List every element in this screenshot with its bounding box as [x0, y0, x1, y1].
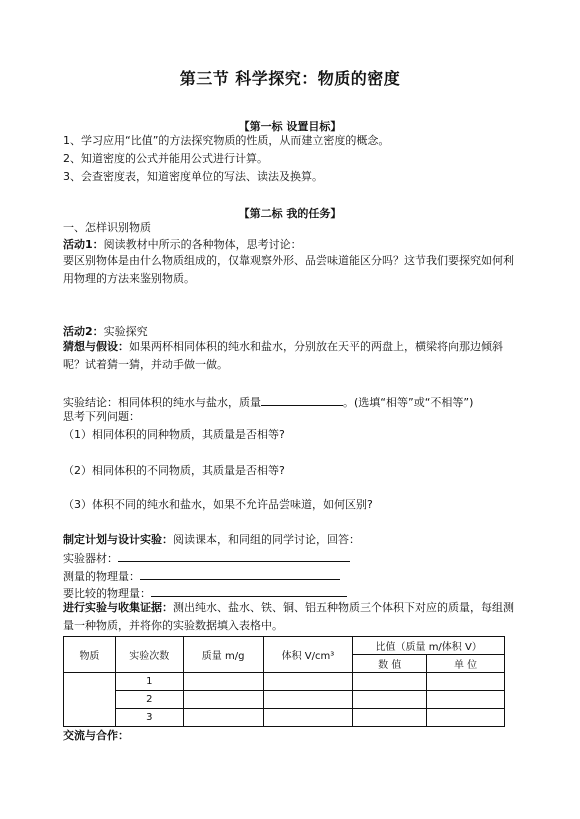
hypothesis-paragraph	[63, 338, 523, 374]
collect-label: 进行实验与收集证据：	[63, 601, 173, 614]
subheading-identify: 一、怎样识别物质	[63, 221, 151, 234]
activity2-label: 活动2：	[63, 325, 104, 338]
ratio-value-cell[interactable]	[353, 673, 427, 691]
equipment-label: 实验器材：	[63, 552, 118, 565]
activity2-text: 实验探究	[103, 325, 148, 338]
measured-label: 测量的物理量：	[63, 570, 140, 583]
equipment-blank[interactable]	[118, 550, 350, 562]
conclusion-text: 实验结论：相同体积的纯水与盐水，质量	[63, 396, 261, 409]
section2-heading: 【第二标 我的任务】	[238, 207, 342, 220]
measured-line	[63, 568, 340, 584]
exchange-line	[63, 729, 129, 743]
header-ratio: 比值（质量 m/体积 V）	[353, 637, 505, 655]
goal-item-3: 3、会查密度表，知道密度单位的写法、读法及换算。	[63, 170, 323, 183]
mass-cell[interactable]	[183, 691, 263, 709]
measured-blank[interactable]	[140, 568, 340, 580]
activity1-paragraph: 要区别物体是由什么物质组成的，仅靠观察外形、品尝味道能区分吗？这节我们要探究如何利用物理的方法来鉴别物质。	[63, 254, 514, 285]
activity1-label: 活动1：	[63, 238, 104, 251]
trial-number: 2	[115, 691, 183, 709]
ratio-unit-cell[interactable]	[427, 673, 505, 691]
table-row	[64, 709, 505, 727]
compared-label: 要比较的物理量：	[63, 587, 151, 600]
activity1-line	[63, 238, 302, 252]
compared-blank[interactable]	[151, 585, 347, 597]
subheader-value: 数 值	[353, 655, 427, 673]
table-row	[64, 673, 505, 691]
hypothesis-text: 如果两杯相同体积的纯水和盐水，分别放在天平的两盘上，横梁将向那边倾斜呢？试着猜一猜，并动手做一做。	[63, 340, 503, 371]
header-substance: 物质	[64, 637, 116, 673]
question-3: （3）体积不同的纯水和盐水，如果不允许品尝味道，如何区别?	[63, 498, 373, 511]
plan-label: 制定计划与设计实验：	[63, 533, 173, 546]
ratio-unit-cell[interactable]	[427, 709, 505, 727]
plan-text: 阅读课本，和同组的同学讨论，回答：	[173, 533, 360, 546]
mass-cell[interactable]	[183, 709, 263, 727]
trial-number: 3	[115, 709, 183, 727]
ratio-value-cell[interactable]	[353, 691, 427, 709]
conclusion-blank[interactable]	[261, 394, 343, 406]
substance-cell[interactable]	[64, 673, 116, 727]
collect-text: 测出纯水、盐水、铁、铜、铝五种物质三个体积下对应的质量，每组测量一种物质，并将你的实验数据填入表格中。	[63, 601, 514, 632]
goal-item-1: 1、学习应用“比值”的方法探究物质的性质，从而建立密度的概念。	[63, 134, 390, 147]
equipment-line	[63, 550, 350, 566]
page-title: 第三节 科学探究：物质的密度	[179, 69, 401, 88]
goal-item-2: 2、知道密度的公式并能用公式进行计算。	[63, 152, 268, 165]
question-2: （2）相同体积的不同物质，其质量是否相等?	[63, 464, 285, 477]
table-row	[64, 691, 505, 709]
activity2-line	[63, 325, 148, 339]
mass-cell[interactable]	[183, 673, 263, 691]
ratio-value-cell[interactable]	[353, 709, 427, 727]
plan-line	[63, 533, 360, 547]
volume-cell[interactable]	[263, 691, 353, 709]
header-volume: 体积 V/cm³	[263, 637, 353, 673]
data-table	[63, 636, 505, 727]
header-mass: 质量 m/g	[183, 637, 263, 673]
exchange-label: 交流与合作：	[63, 729, 129, 742]
volume-cell[interactable]	[263, 709, 353, 727]
question-1: （1）相同体积的同种物质，其质量是否相等?	[63, 428, 285, 441]
hypothesis-label: 猜想与假设：	[63, 340, 129, 353]
header-trial: 实验次数	[115, 637, 183, 673]
trial-number: 1	[115, 673, 183, 691]
section1-heading: 【第一标 设置目标】	[238, 120, 342, 133]
think-prompt: 思考下列问题：	[63, 410, 140, 423]
conclusion-hint: 。(选填“相等”或“不相等”)	[343, 396, 474, 409]
ratio-unit-cell[interactable]	[427, 691, 505, 709]
activity1-text: 阅读教材中所示的各种物体，思考讨论：	[103, 238, 302, 251]
volume-cell[interactable]	[263, 673, 353, 691]
collect-paragraph	[63, 599, 523, 635]
subheader-unit: 单 位	[427, 655, 505, 673]
conclusion-line	[63, 394, 473, 410]
